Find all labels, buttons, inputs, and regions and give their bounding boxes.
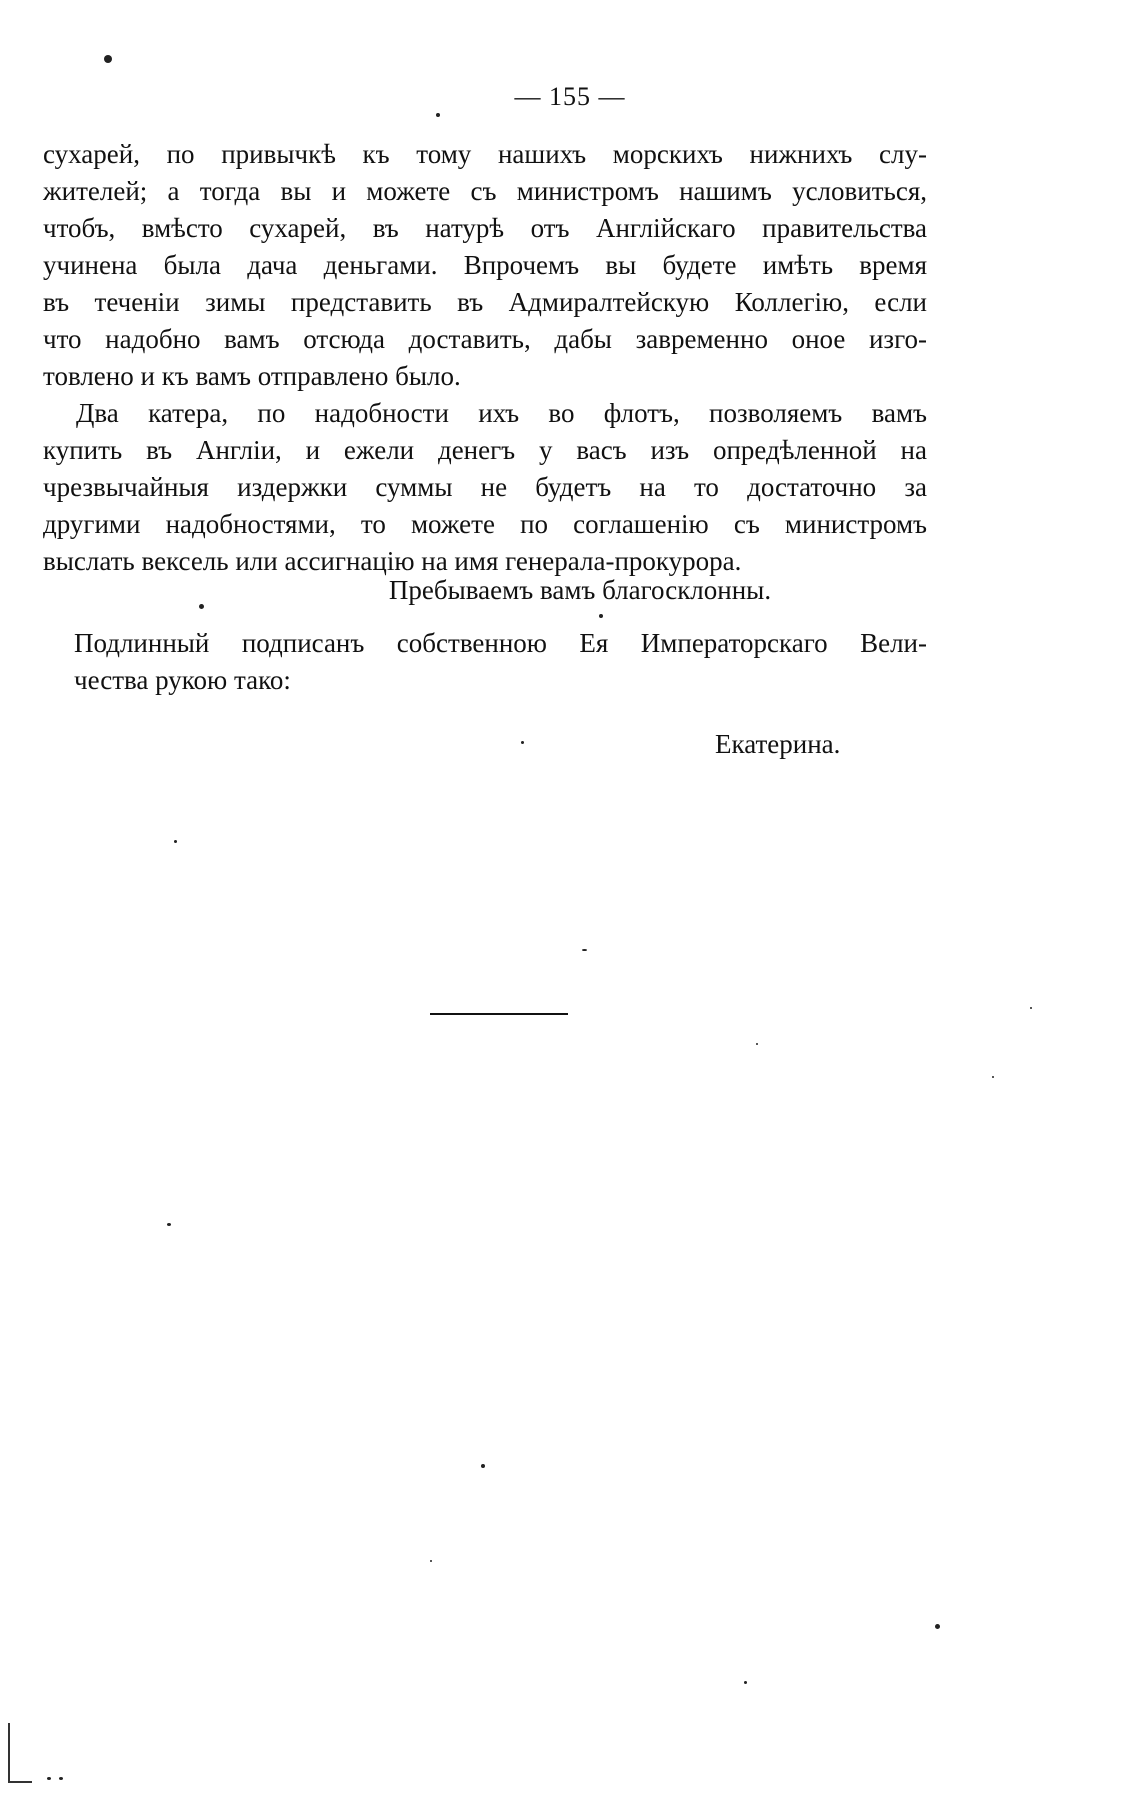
signature: Екатерина. (715, 729, 841, 759)
ink-speck (47, 1777, 51, 1780)
closing-formula: Пребываемъ вамъ благосклонны. (388, 575, 772, 605)
ink-speck (935, 1624, 940, 1629)
ink-speck (436, 113, 440, 117)
text-line: что надобно вамъ отсюда доставить, дабы завременно оное изго- (43, 324, 927, 354)
ink-speck (744, 1681, 747, 1684)
ink-speck (59, 1777, 63, 1780)
ink-speck (582, 949, 587, 951)
ink-speck (199, 604, 204, 609)
text-line: товлено и къ вамъ отправлено было. (43, 361, 461, 391)
text-line: другими надобностями, то можете по соглашенію съ министромъ (43, 509, 927, 539)
page-number: — 155 — (514, 82, 626, 111)
signed-note (74, 625, 927, 699)
text-line: купить въ Англіи, и ежели денегъ у васъ изъ опредѣленной на (43, 435, 927, 465)
text-line: Подлинный подписанъ собственною Ея Императорскаго Вели- (74, 628, 927, 658)
ink-speck (599, 614, 603, 618)
text-line: чтобъ, вмѣсто сухарей, въ натурѣ отъ Англійскаго правительства (43, 213, 927, 243)
ink-speck (992, 1076, 994, 1078)
ink-speck (521, 741, 524, 744)
text-line: въ теченіи зимы представить въ Адмиралтейскую Коллегію, если (43, 287, 927, 317)
text-line: чества рукою тако: (74, 665, 291, 695)
text-line: учинена была дача деньгами. Впрочемъ вы будете имѣть время (43, 250, 927, 280)
paragraph-1 (43, 136, 927, 580)
text-line: жителей; а тогда вы и можете съ министромъ нашимъ условиться, (43, 176, 927, 206)
ink-speck (430, 1560, 432, 1562)
text-line: чрезвычайныя издержки суммы не будетъ на то достаточно за (43, 472, 927, 502)
ink-speck (167, 1223, 171, 1226)
ink-speck (104, 55, 112, 63)
text-line: выслать вексель или ассигнацію на имя генерала-прокурора. (43, 546, 742, 576)
ink-speck (481, 1464, 485, 1468)
text-line: сухарей, по привычкѣ къ тому нашихъ морскихъ нижнихъ слу- (43, 139, 927, 169)
ink-speck (174, 840, 177, 843)
ink-speck (1030, 1007, 1032, 1009)
text-line: Два катера, по надобности ихъ во флотъ, позволяемъ вамъ (76, 398, 927, 428)
ink-speck (756, 1043, 758, 1045)
scan-corner-mark (8, 1723, 32, 1783)
horizontal-rule (430, 1013, 568, 1015)
